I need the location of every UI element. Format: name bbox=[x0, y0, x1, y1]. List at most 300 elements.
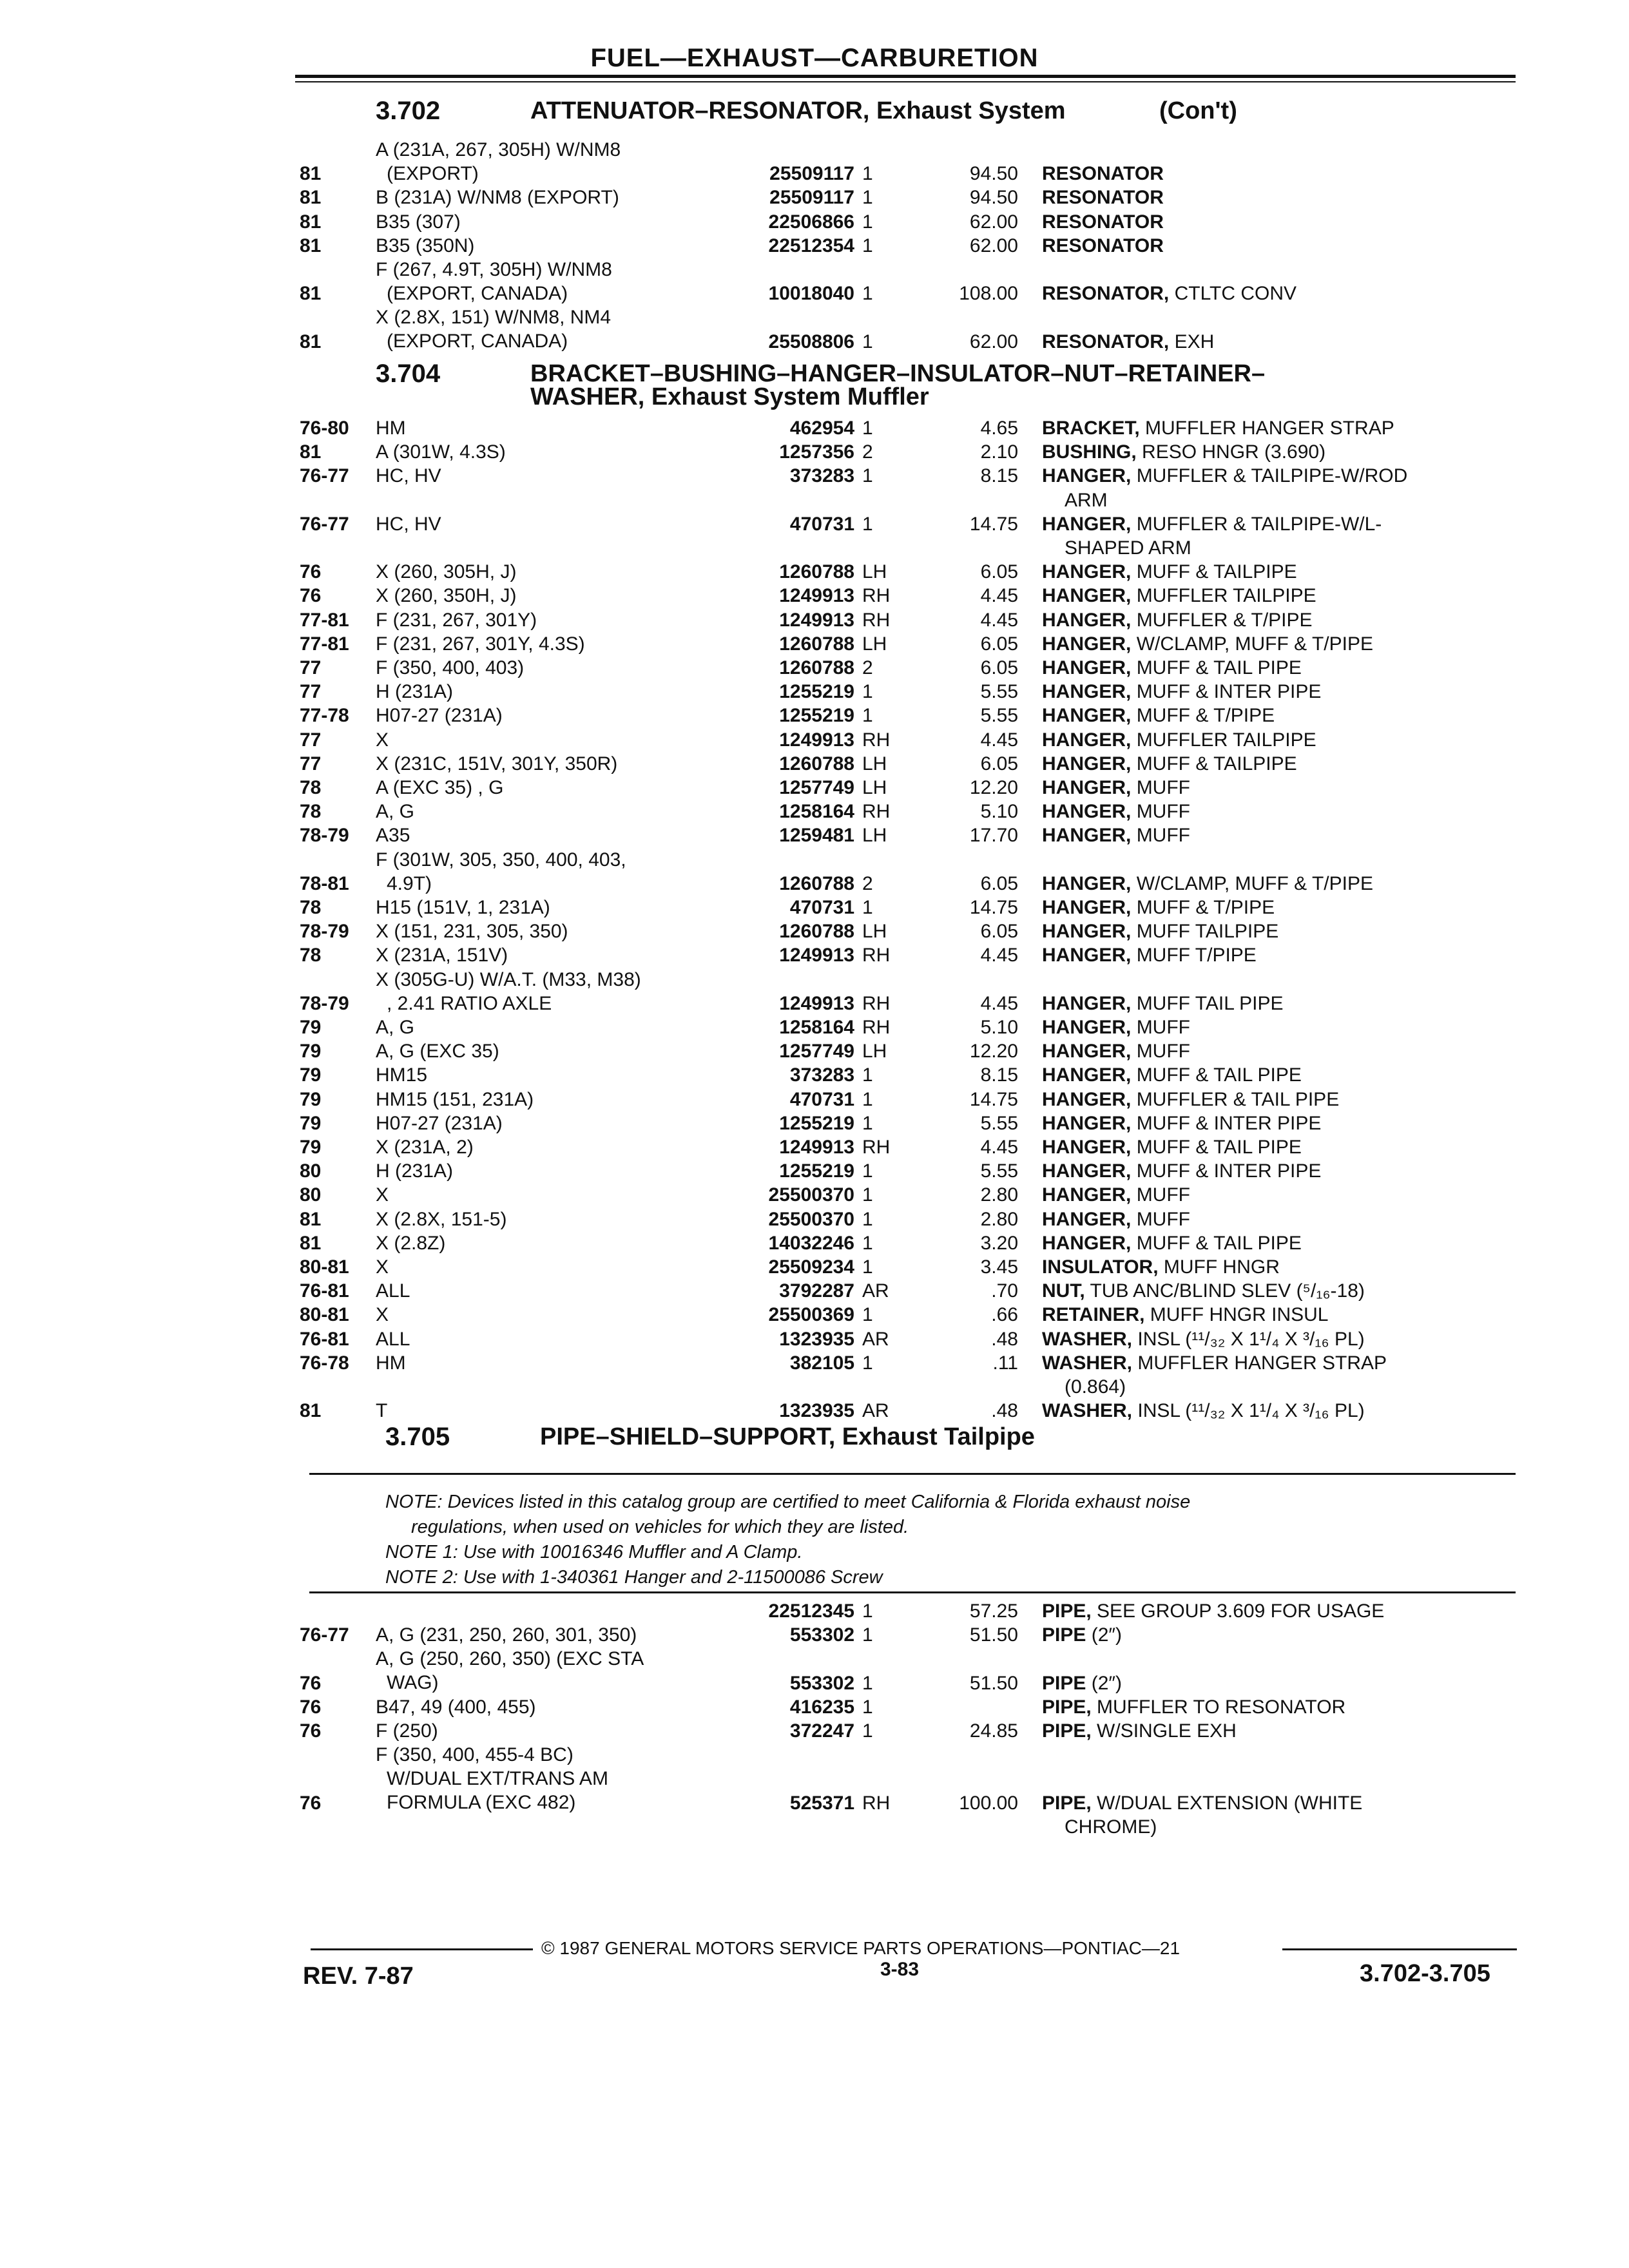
model-year: 78 bbox=[300, 801, 322, 823]
part-number: 1255219 bbox=[779, 705, 854, 727]
list-price: 12.20 bbox=[969, 1041, 1018, 1062]
model-year: 81 bbox=[300, 1208, 322, 1230]
model-application: A (301W, 4.3S) bbox=[376, 441, 506, 463]
list-price: 108.00 bbox=[959, 283, 1018, 305]
page-number: 3-83 bbox=[880, 1959, 920, 1980]
part-name: HANGER, bbox=[1042, 729, 1132, 751]
model-year: 76 bbox=[300, 1696, 322, 1718]
quantity: LH bbox=[862, 633, 887, 655]
list-price: 4.45 bbox=[980, 992, 1018, 1014]
model-application: B (231A) W/NM8 (EXPORT) bbox=[376, 187, 619, 209]
list-price: 6.05 bbox=[980, 921, 1018, 943]
model-application: A, G bbox=[376, 801, 415, 823]
quantity: AR bbox=[862, 1328, 889, 1350]
part-detail: MUFF & T/PIPE bbox=[1136, 705, 1275, 727]
model-year: 80-81 bbox=[300, 1304, 349, 1326]
part-name: NUT, bbox=[1042, 1280, 1085, 1302]
part-number: 25509117 bbox=[769, 187, 854, 209]
part-number: 3792287 bbox=[779, 1280, 854, 1302]
part-detail: (2″) bbox=[1091, 1624, 1123, 1646]
list-price: 6.05 bbox=[980, 753, 1018, 774]
model-year: 76 bbox=[300, 1792, 322, 1814]
part-number: 525371 bbox=[789, 1792, 854, 1814]
part-description bbox=[1042, 1231, 1506, 1255]
table-row bbox=[0, 1623, 1629, 1647]
model-year: 79 bbox=[300, 1017, 322, 1038]
model-year: 76-81 bbox=[300, 1328, 349, 1350]
part-description bbox=[1042, 656, 1506, 680]
quantity: 2 bbox=[862, 872, 873, 894]
table-row bbox=[0, 608, 1629, 632]
quantity: 1 bbox=[862, 1088, 873, 1110]
part-name: HANGER, bbox=[1042, 1160, 1132, 1182]
model-year: 81 bbox=[300, 331, 322, 352]
part-number: 553302 bbox=[789, 1624, 854, 1646]
note-line: regulations, when used on vehicles for which they are listed. bbox=[411, 1517, 909, 1537]
part-name: RETAINER, bbox=[1042, 1304, 1145, 1326]
part-name: HANGER, bbox=[1042, 801, 1132, 823]
part-number: 1255219 bbox=[779, 1112, 854, 1134]
footer-rule-left bbox=[311, 1948, 533, 1950]
part-number: 25500370 bbox=[768, 1184, 854, 1206]
model-application: F (267, 4.9T, 305H) W/NM8 bbox=[376, 259, 612, 280]
part-number: 22512354 bbox=[768, 235, 854, 256]
part-description bbox=[1042, 1351, 1506, 1375]
part-description bbox=[1042, 896, 1506, 919]
quantity: 2 bbox=[862, 441, 873, 463]
part-description bbox=[1042, 416, 1506, 440]
model-year: 76 bbox=[300, 561, 322, 583]
model-application: X (2.8X, 151-5) bbox=[376, 1208, 507, 1230]
table-row bbox=[0, 416, 1629, 440]
quantity: LH bbox=[862, 1041, 887, 1062]
part-name: HANGER, bbox=[1042, 753, 1132, 774]
part-name: HANGER, bbox=[1042, 561, 1132, 583]
quantity: 1 bbox=[862, 513, 873, 535]
model-application: HM bbox=[376, 418, 406, 439]
model-application-cont: FORMULA (EXC 482) bbox=[387, 1792, 576, 1814]
table-row bbox=[0, 896, 1629, 919]
model-application: X (260, 305H, J) bbox=[376, 561, 517, 583]
model-application: HC, HV bbox=[376, 465, 441, 487]
list-price: 6.05 bbox=[980, 633, 1018, 655]
part-description bbox=[1042, 1111, 1506, 1135]
part-description bbox=[1042, 704, 1506, 727]
part-description bbox=[1042, 992, 1506, 1015]
model-application: X bbox=[376, 1304, 389, 1326]
part-name: HANGER, bbox=[1042, 921, 1132, 943]
section-title: ATTENUATOR–RESONATOR, Exhaust System bbox=[530, 97, 1066, 124]
table-row bbox=[0, 234, 1629, 258]
quantity: 1 bbox=[862, 465, 873, 487]
part-name: RESONATOR bbox=[1042, 235, 1164, 256]
part-description bbox=[1042, 1623, 1506, 1647]
model-application: X bbox=[376, 1184, 389, 1206]
list-price: 4.45 bbox=[980, 945, 1018, 966]
model-year: 78-79 bbox=[300, 992, 349, 1014]
quantity: RH bbox=[862, 945, 891, 966]
quantity: 1 bbox=[862, 283, 873, 305]
part-detail: MUFF bbox=[1136, 777, 1190, 798]
model-application: F (350, 400, 403) bbox=[376, 657, 525, 678]
part-name: HANGER, bbox=[1042, 777, 1132, 798]
model-year: 81 bbox=[300, 235, 322, 256]
table-row bbox=[0, 1183, 1629, 1207]
model-year: 81 bbox=[300, 441, 322, 463]
part-detail: (2″) bbox=[1091, 1672, 1123, 1694]
part-name: RESONATOR, bbox=[1042, 331, 1170, 352]
part-description bbox=[1042, 1159, 1506, 1183]
part-detail: MUFFLER & TAILPIPE-W/ROD bbox=[1136, 465, 1408, 487]
part-number: 470731 bbox=[789, 1088, 854, 1110]
part-detail: MUFFLER TO RESONATOR bbox=[1097, 1696, 1346, 1718]
list-price: .48 bbox=[991, 1328, 1018, 1350]
part-detail: CTLTC CONV bbox=[1174, 283, 1297, 305]
part-description bbox=[1042, 1255, 1506, 1279]
table-row bbox=[0, 1231, 1629, 1255]
part-number: 470731 bbox=[789, 897, 854, 918]
list-price: 5.55 bbox=[980, 681, 1018, 703]
table-row bbox=[0, 1088, 1629, 1111]
model-application: F (350, 400, 455-4 BC) bbox=[376, 1744, 574, 1766]
part-detail: MUFF & INTER PIPE bbox=[1136, 1112, 1322, 1134]
part-number: 1260788 bbox=[779, 921, 854, 943]
quantity: 1 bbox=[862, 1696, 873, 1718]
part-detail: MUFF bbox=[1136, 1017, 1190, 1038]
table-row bbox=[0, 1135, 1629, 1159]
part-detail: MUFF & TAILPIPE bbox=[1136, 561, 1297, 583]
table-row bbox=[0, 1351, 1629, 1399]
model-year: 81 bbox=[300, 283, 322, 305]
section-number: 3.704 bbox=[376, 360, 441, 388]
list-price: 8.15 bbox=[980, 465, 1018, 487]
quantity: RH bbox=[862, 729, 891, 751]
part-description bbox=[1042, 1599, 1506, 1623]
model-year: 77 bbox=[300, 729, 322, 751]
model-year: 80-81 bbox=[300, 1256, 349, 1278]
list-price: 4.65 bbox=[980, 418, 1018, 439]
list-price: 5.10 bbox=[980, 801, 1018, 823]
table-row bbox=[0, 823, 1629, 847]
model-application: A (231A, 267, 305H) W/NM8 bbox=[376, 139, 621, 160]
list-price: 14.75 bbox=[969, 513, 1018, 535]
part-number: 1260788 bbox=[779, 657, 854, 678]
part-description bbox=[1042, 234, 1506, 258]
part-number: 22506866 bbox=[768, 211, 854, 233]
model-year: 78-79 bbox=[300, 921, 349, 943]
section-heading-3704 bbox=[376, 361, 1510, 412]
part-detail: MUFF bbox=[1136, 1208, 1190, 1230]
part-description bbox=[1042, 872, 1506, 896]
part-name: INSULATOR, bbox=[1042, 1256, 1159, 1278]
list-price: .11 bbox=[992, 1352, 1018, 1374]
part-name: HANGER, bbox=[1042, 992, 1132, 1014]
part-number: 1249913 bbox=[779, 945, 854, 966]
model-application: T bbox=[376, 1400, 388, 1422]
part-name: PIPE, bbox=[1042, 1720, 1092, 1742]
model-year: 78-79 bbox=[300, 825, 349, 847]
section-heading-3702 bbox=[376, 98, 1510, 126]
part-name: HANGER, bbox=[1042, 1088, 1132, 1110]
model-application: A (EXC 35) , G bbox=[376, 777, 504, 798]
part-description bbox=[1042, 1719, 1506, 1743]
part-detail: RESO HNGR (3.690) bbox=[1142, 441, 1326, 463]
part-description bbox=[1042, 1135, 1506, 1159]
list-price: 94.50 bbox=[969, 187, 1018, 209]
part-name: HANGER, bbox=[1042, 633, 1132, 655]
quantity: 1 bbox=[862, 1208, 873, 1230]
model-application: B47, 49 (400, 455) bbox=[376, 1696, 536, 1718]
section-number: 3.705 bbox=[385, 1423, 450, 1451]
model-application: A, G bbox=[376, 1017, 415, 1038]
part-description bbox=[1042, 776, 1506, 800]
note-line: NOTE: Devices listed in this catalog group are certified to meet California & Florida exhaust noise bbox=[385, 1492, 1191, 1512]
table-row bbox=[0, 1399, 1629, 1423]
note-line: NOTE 2: Use with 1-340361 Hanger and 2-11500086 Screw bbox=[385, 1567, 883, 1588]
part-number: 25508806 bbox=[768, 331, 854, 352]
model-application: F (231, 267, 301Y) bbox=[376, 609, 537, 631]
part-detail: MUFFLER TAILPIPE bbox=[1136, 585, 1316, 607]
quantity: 1 bbox=[862, 1232, 873, 1254]
part-detail: MUFF HNGR INSUL bbox=[1150, 1304, 1329, 1326]
part-detail-cont: CHROME) bbox=[1065, 1816, 1157, 1838]
quantity: AR bbox=[862, 1400, 889, 1422]
list-price: 3.45 bbox=[980, 1256, 1018, 1278]
model-year: 81 bbox=[300, 187, 322, 209]
part-number: 1249913 bbox=[779, 609, 854, 631]
model-application: H07-27 (231A) bbox=[376, 705, 503, 727]
quantity: 1 bbox=[862, 705, 873, 727]
part-detail: MUFFLER & TAILPIPE-W/L- bbox=[1136, 513, 1382, 535]
section-number: 3.702 bbox=[376, 97, 441, 125]
list-price: 94.50 bbox=[969, 163, 1018, 185]
list-price: 5.10 bbox=[980, 1017, 1018, 1038]
quantity: AR bbox=[862, 1280, 889, 1302]
quantity: 1 bbox=[862, 1112, 873, 1134]
part-number: 25509117 bbox=[769, 163, 854, 185]
part-number: 25500370 bbox=[768, 1208, 854, 1230]
part-detail: MUFF & TAIL PIPE bbox=[1136, 1064, 1302, 1086]
quantity: 1 bbox=[862, 331, 873, 352]
model-application: X (231A, 151V) bbox=[376, 945, 508, 966]
model-application: X (305G-U) W/A.T. (M33, M38) bbox=[376, 968, 641, 990]
part-number: 373283 bbox=[789, 1064, 854, 1086]
part-name: HANGER, bbox=[1042, 657, 1132, 678]
list-price: 51.50 bbox=[969, 1624, 1018, 1646]
part-number: 14032246 bbox=[768, 1232, 854, 1254]
model-year: 79 bbox=[300, 1064, 322, 1086]
list-price: 17.70 bbox=[969, 825, 1018, 847]
list-price: 4.45 bbox=[980, 609, 1018, 631]
model-application: ALL bbox=[376, 1328, 410, 1350]
model-application: ALL bbox=[376, 1280, 410, 1302]
model-application: A, G (EXC 35) bbox=[376, 1041, 499, 1062]
part-number: 1323935 bbox=[779, 1328, 854, 1350]
model-application: X (2.8Z) bbox=[376, 1232, 446, 1254]
part-description bbox=[1042, 464, 1506, 488]
part-name: HANGER, bbox=[1042, 872, 1132, 894]
quantity: RH bbox=[862, 1792, 891, 1814]
table-row bbox=[0, 704, 1629, 727]
part-number: 1258164 bbox=[779, 1017, 854, 1038]
model-year: 79 bbox=[300, 1112, 322, 1134]
quantity: LH bbox=[862, 777, 887, 798]
list-price: 6.05 bbox=[980, 657, 1018, 678]
revision-label: REV. 7-87 bbox=[303, 1963, 414, 1990]
list-price: 14.75 bbox=[969, 897, 1018, 918]
part-description bbox=[1042, 1183, 1506, 1207]
quantity: 1 bbox=[862, 1256, 873, 1278]
part-detail: INSL (¹¹/₃₂ X 1¹/₄ X ³/₁₆ PL) bbox=[1137, 1328, 1365, 1350]
model-application: F (231, 267, 301Y, 4.3S) bbox=[376, 633, 585, 655]
model-application: HC, HV bbox=[376, 513, 441, 535]
quantity: 1 bbox=[862, 1304, 873, 1326]
list-price: 5.55 bbox=[980, 1160, 1018, 1182]
part-description bbox=[1042, 800, 1506, 823]
part-detail: MUFF bbox=[1136, 801, 1190, 823]
table-row bbox=[0, 1743, 1629, 1838]
model-application: H15 (151V, 1, 231A) bbox=[376, 897, 550, 918]
footer-rule-right bbox=[1282, 1948, 1517, 1950]
model-application: H07-27 (231A) bbox=[376, 1112, 503, 1134]
model-application: X (231C, 151V, 301Y, 350R) bbox=[376, 753, 618, 774]
model-year: 81 bbox=[300, 211, 322, 233]
part-detail: MUFF & INTER PIPE bbox=[1136, 1160, 1322, 1182]
part-detail: W/CLAMP, MUFF & T/PIPE bbox=[1136, 872, 1373, 894]
list-price: 12.20 bbox=[969, 777, 1018, 798]
part-detail: MUFF TAIL PIPE bbox=[1136, 992, 1284, 1014]
model-application: X (151, 231, 305, 350) bbox=[376, 921, 568, 943]
table-row bbox=[0, 919, 1629, 943]
quantity: LH bbox=[862, 921, 887, 943]
part-number: 373283 bbox=[789, 465, 854, 487]
part-description bbox=[1042, 512, 1506, 536]
model-year: 77 bbox=[300, 657, 322, 678]
part-description bbox=[1042, 823, 1506, 847]
part-detail: MUFF & TAIL PIPE bbox=[1136, 1232, 1302, 1254]
part-name: HANGER, bbox=[1042, 465, 1132, 487]
page-title: FUEL—EXHAUST—CARBURETION bbox=[590, 44, 1039, 72]
part-name: PIPE, bbox=[1042, 1696, 1092, 1718]
model-year: 77-78 bbox=[300, 705, 349, 727]
table-row bbox=[0, 138, 1629, 186]
part-number: 462954 bbox=[789, 418, 854, 439]
model-year: 78 bbox=[300, 777, 322, 798]
model-year: 77 bbox=[300, 753, 322, 774]
table-row bbox=[0, 1039, 1629, 1063]
part-name: HANGER, bbox=[1042, 609, 1132, 631]
part-number: 22512345 bbox=[768, 1600, 854, 1622]
part-detail: MUFF bbox=[1136, 1184, 1190, 1206]
quantity: RH bbox=[862, 1017, 891, 1038]
part-name: HANGER, bbox=[1042, 945, 1132, 966]
model-year: 78-81 bbox=[300, 872, 349, 894]
model-year: 81 bbox=[300, 1400, 322, 1422]
quantity: 1 bbox=[862, 1624, 873, 1646]
model-application: F (250) bbox=[376, 1720, 438, 1742]
part-number: 25509234 bbox=[768, 1256, 854, 1278]
part-detail: MUFF bbox=[1136, 1041, 1190, 1062]
part-detail: MUFF bbox=[1136, 825, 1190, 847]
part-description bbox=[1042, 919, 1506, 943]
part-name: HANGER, bbox=[1042, 1041, 1132, 1062]
part-number: 10018040 bbox=[768, 283, 854, 305]
table-row bbox=[0, 1063, 1629, 1087]
part-detail-cont: ARM bbox=[1065, 489, 1108, 511]
part-detail: MUFFLER & TAIL PIPE bbox=[1136, 1088, 1340, 1110]
part-name: HANGER, bbox=[1042, 705, 1132, 727]
model-application-cont: 4.9T) bbox=[387, 872, 432, 894]
model-application: H (231A) bbox=[376, 1160, 454, 1182]
part-detail: EXH bbox=[1174, 331, 1215, 352]
model-application-cont: , 2.41 RATIO AXLE bbox=[387, 992, 552, 1014]
table-row bbox=[0, 680, 1629, 704]
part-name: WASHER, bbox=[1042, 1400, 1133, 1422]
list-price: 62.00 bbox=[969, 331, 1018, 352]
table-row bbox=[0, 776, 1629, 800]
part-description bbox=[1042, 1695, 1506, 1719]
table-row bbox=[0, 186, 1629, 209]
table-row bbox=[0, 1327, 1629, 1351]
section-notes bbox=[385, 1490, 1519, 1590]
part-name: HANGER, bbox=[1042, 1112, 1132, 1134]
model-application: A, G (250, 260, 350) (EXC STA bbox=[376, 1648, 644, 1670]
list-price: 62.00 bbox=[969, 235, 1018, 256]
part-name: WASHER, bbox=[1042, 1352, 1133, 1374]
list-price: 5.55 bbox=[980, 1112, 1018, 1134]
list-price: 6.05 bbox=[980, 872, 1018, 894]
quantity: 1 bbox=[862, 1184, 873, 1206]
list-price: .70 bbox=[991, 1280, 1018, 1302]
model-application: HM15 bbox=[376, 1064, 428, 1086]
list-price: 51.50 bbox=[969, 1672, 1018, 1694]
part-detail: TUB ANC/BLIND SLEV (⁵/₁₆-18) bbox=[1090, 1280, 1365, 1302]
quantity: RH bbox=[862, 585, 891, 607]
model-application: B35 (350N) bbox=[376, 235, 475, 256]
table-row bbox=[0, 728, 1629, 752]
table-row bbox=[0, 1695, 1629, 1719]
part-name: HANGER, bbox=[1042, 585, 1132, 607]
table-row bbox=[0, 632, 1629, 656]
part-description bbox=[1042, 162, 1506, 186]
model-year: 79 bbox=[300, 1137, 322, 1158]
part-number: 1260788 bbox=[779, 561, 854, 583]
header-rule bbox=[295, 75, 1516, 78]
part-number: 1249913 bbox=[779, 585, 854, 607]
part-number: 1258164 bbox=[779, 801, 854, 823]
table-row bbox=[0, 584, 1629, 608]
notes-rule-top bbox=[309, 1473, 1516, 1475]
model-year: 81 bbox=[300, 1232, 322, 1254]
part-name: RESONATOR, bbox=[1042, 283, 1170, 305]
section-heading-3705 bbox=[385, 1424, 1519, 1452]
list-price: 6.05 bbox=[980, 561, 1018, 583]
part-description bbox=[1042, 186, 1506, 209]
quantity: 1 bbox=[862, 1600, 873, 1622]
part-detail: MUFF T/PIPE bbox=[1136, 945, 1257, 966]
list-price: 2.10 bbox=[980, 441, 1018, 463]
part-number: 470731 bbox=[789, 513, 854, 535]
model-year: 76-80 bbox=[300, 418, 349, 439]
list-price: 8.15 bbox=[980, 1064, 1018, 1086]
part-name: RESONATOR bbox=[1042, 211, 1164, 233]
model-year: 79 bbox=[300, 1088, 322, 1110]
model-year: 76 bbox=[300, 1672, 322, 1694]
part-name: RESONATOR bbox=[1042, 187, 1164, 209]
part-number: 1260788 bbox=[779, 753, 854, 774]
part-name: PIPE bbox=[1042, 1672, 1086, 1694]
table-row bbox=[0, 1719, 1629, 1743]
